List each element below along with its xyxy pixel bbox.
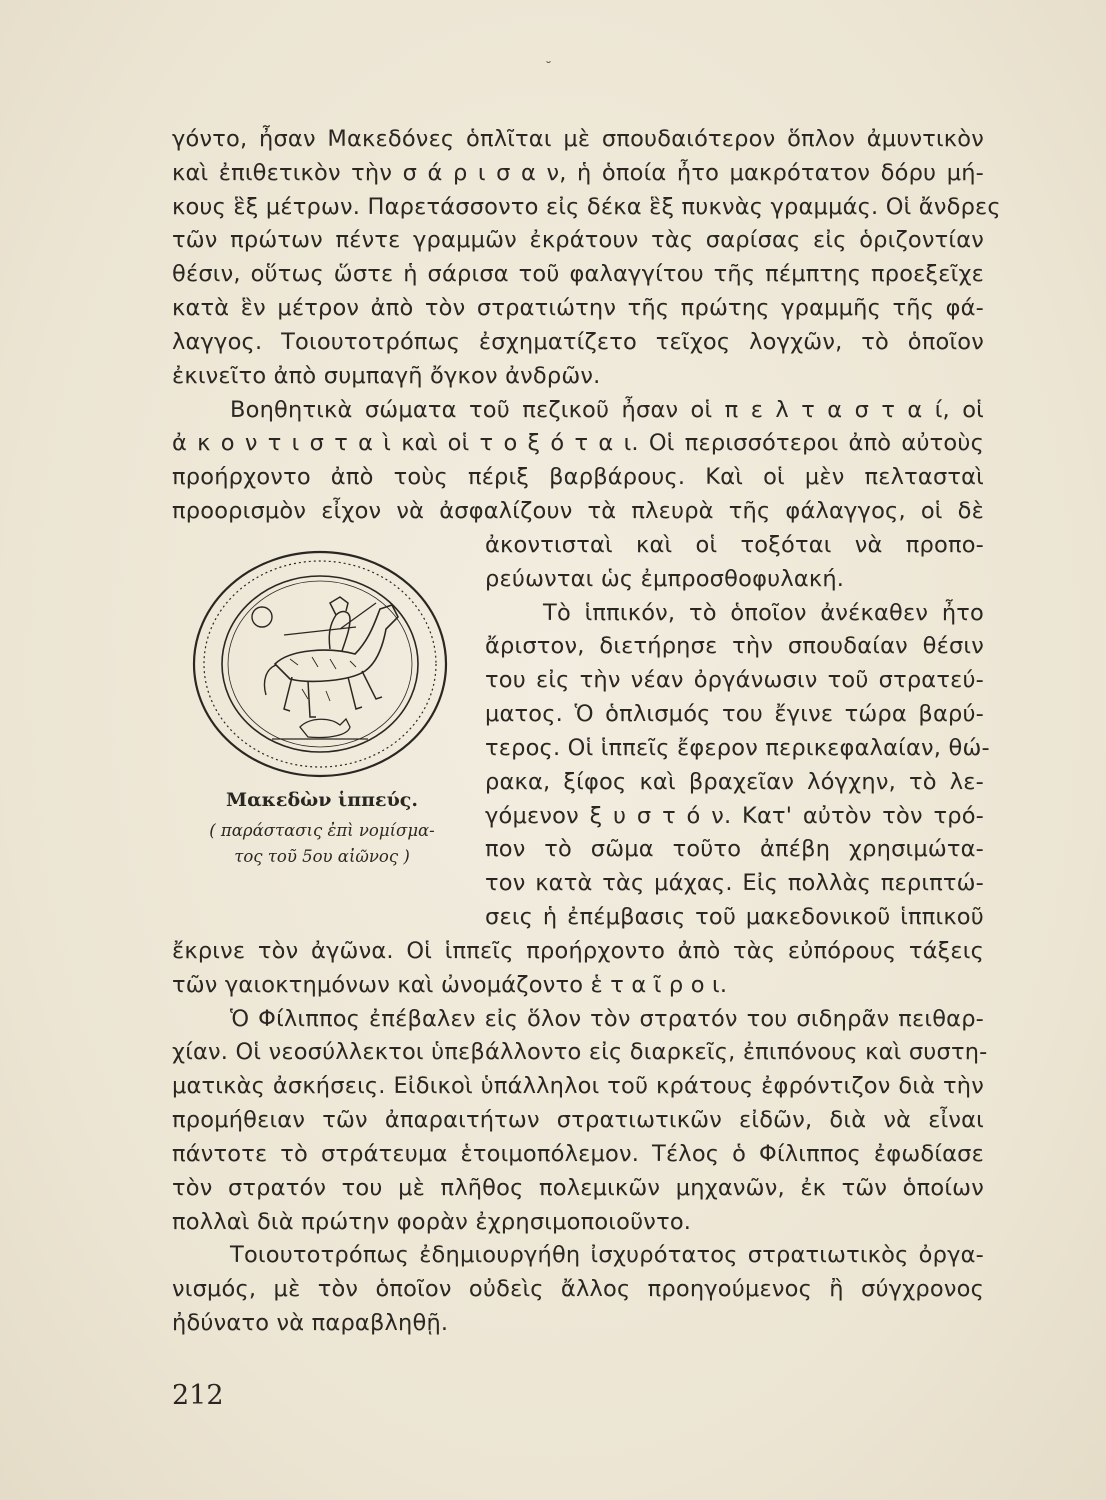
text-line: σεις ἡ ἐπέμβασις τοῦ μακεδονικοῦ ἱππικοῦ xyxy=(485,904,984,931)
text-line: ἔκρινε τὸν ἀγῶνα. Οἱ ἱππεῖς προήρχοντο ἀπὸ τὰς εὐπόρους τάξεις xyxy=(172,937,984,964)
text-line: ρεύωνται ὡς ἐμπροσθοφυλακή. xyxy=(485,565,845,592)
figure-caption-line: ( παράστασις ἐπὶ νομίσμα- xyxy=(209,820,435,840)
page-number: 212 xyxy=(172,1380,224,1411)
text-line: κατὰ ἓν μέτρον ἀπὸ τὸν στρατιώτην τῆς πρώτης γραμμῆς τῆς φά- xyxy=(172,295,984,322)
text-line: ἠδύνατο νὰ παραβληθῇ. xyxy=(172,1310,449,1336)
text-line: ἄριστον, διετήρησε τὴν σπουδαίαν θέσιν xyxy=(485,633,984,660)
text-line: κους ἓξ μέτρων. Παρετάσσοντο εἰς δέκα ἓξ πυκνὰς γραμμάς. Οἱ ἄνδρες xyxy=(172,193,1001,220)
text-line: ματος. Ὁ ὁπλισμός του ἔγινε τώρα βαρύ- xyxy=(485,701,984,728)
top-mark: ˘ xyxy=(545,60,552,76)
text-line: ρακα, ξίφος καὶ βραχεῖαν λόγχην, τὸ λε- xyxy=(485,768,984,795)
text-line: τον κατὰ τὰς μάχας. Εἰς πολλὰς περιπτώ- xyxy=(485,870,984,897)
text-line: θέσιν, οὕτως ὥστε ἡ σάρισα τοῦ φαλαγγίτου τῆς πέμπτης προεξεῖχε xyxy=(172,261,984,288)
text-line: καὶ ἐπιθετικὸν τὴν σ ά ρ ι σ α ν, ἡ ὁποία ἦτο μακρότατον δόρυ μή- xyxy=(172,159,984,186)
text-line: Τοιουτοτρόπως ἐδημιουργήθη ἰσχυρότατος στρατιωτικὸς ὀργα- xyxy=(230,1242,984,1269)
text-line: πολλαὶ διὰ πρώτην φορὰν ἐχρησιμοποιοῦντο. xyxy=(172,1208,692,1235)
text-line: τῶν πρώτων πέντε γραμμῶν ἐκράτουν τὰς σαρίσας εἰς ὁριζοντίαν xyxy=(172,227,984,254)
text-line: Βοηθητικὰ σώματα τοῦ πεζικοῦ ἦσαν οἱ π ε λ τ α σ τ α ί, οἱ xyxy=(230,396,984,423)
text-line: τερος. Οἱ ἱππεῖς ἔφερον περικεφαλαίαν, θώ- xyxy=(485,734,990,761)
text-line: προμήθειαν τῶν ἀπαραιτήτων στρατιωτικῶν εἰδῶν, διὰ νὰ εἶναι xyxy=(172,1107,984,1134)
text-line: του εἰς τὴν νέαν ὀργάνωσιν τοῦ στρατεύ- xyxy=(485,667,984,694)
coin-illustration xyxy=(180,539,460,799)
text-line: γόμενον ξ υ σ τ ό ν. Κατ' αὐτὸν τὸν τρό- xyxy=(485,802,984,829)
text-line: νισμός, μὲ τὸν ὁποῖον οὐδεὶς ἄλλος προηγούμενος ἢ σύγχρονος xyxy=(172,1276,984,1303)
text-line: Ὁ Φίλιππος ἐπέβαλεν εἰς ὅλον τὸν στρατόν του σιδηρᾶν πειθαρ- xyxy=(230,1005,984,1032)
text-line: χίαν. Οἱ νεοσύλλεκτοι ὑπεβάλλοντο εἰς διαρκεῖς, ἐπιπόνους καὶ συστη- xyxy=(172,1039,988,1066)
text-line: λαγγος. Τοιουτοτρόπως ἐσχηματίζετο τεῖχος λογχῶν, τὸ ὁποῖον xyxy=(172,328,984,355)
text-line: ματικὰς ἀσκήσεις. Εἰδικοὶ ὑπάλληλοι τοῦ κράτους ἐφρόντιζον διὰ τὴν xyxy=(172,1073,984,1100)
text-line: ἐκινεῖτο ἀπὸ συμπαγῆ ὄγκον ἀνδρῶν. xyxy=(172,362,601,389)
text-line: τῶν γαιοκτημόνων καὶ ὠνομάζοντο ἑ τ α ῖ ρ ο ι. xyxy=(172,971,728,998)
text-line: ἀ κ ο ν τ ι σ τ α ὶ καὶ οἱ τ ο ξ ό τ α ι. Οἱ περισσότεροι ἀπὸ αὐτοὺς xyxy=(172,430,984,457)
text-line: πάντοτε τὸ στράτευμα ἑτοιμοπόλεμον. Τέλος ὁ Φίλιππος ἐφωδίασε xyxy=(172,1140,984,1167)
text-line: ἀκοντισταὶ καὶ οἱ τοξόται νὰ προπο- xyxy=(485,531,984,558)
figure-caption-line: τος τοῦ 5ου αἰῶνος ) xyxy=(234,846,410,866)
text-line: προορισμὸν εἶχον νὰ ἀσφαλίζουν τὰ πλευρὰ τῆς φάλαγγος, οἱ δὲ xyxy=(172,498,984,525)
text-line: Τὸ ἱππικόν, τὸ ὁποῖον ἀνέκαθεν ἦτο xyxy=(543,599,984,626)
text-line: γόντο, ἦσαν Μακεδόνες ὁπλῖται μὲ σπουδαιότερον ὅπλον ἀμυντικὸν xyxy=(172,126,984,152)
text-line: πον τὸ σῶμα τοῦτο ἀπέβη χρησιμώτα- xyxy=(485,836,984,863)
figure-caption-title: Μακεδὼν ἱππεύς. xyxy=(226,788,418,811)
text-line: προήρχοντο ἀπὸ τοὺς πέριξ βαρβάρους. Καὶ οἱ μὲν πελτασταὶ xyxy=(172,464,984,491)
text-line: τὸν στρατόν του μὲ πλῆθος πολεμικῶν μηχανῶν, ἐκ τῶν ὁποίων xyxy=(172,1174,984,1201)
